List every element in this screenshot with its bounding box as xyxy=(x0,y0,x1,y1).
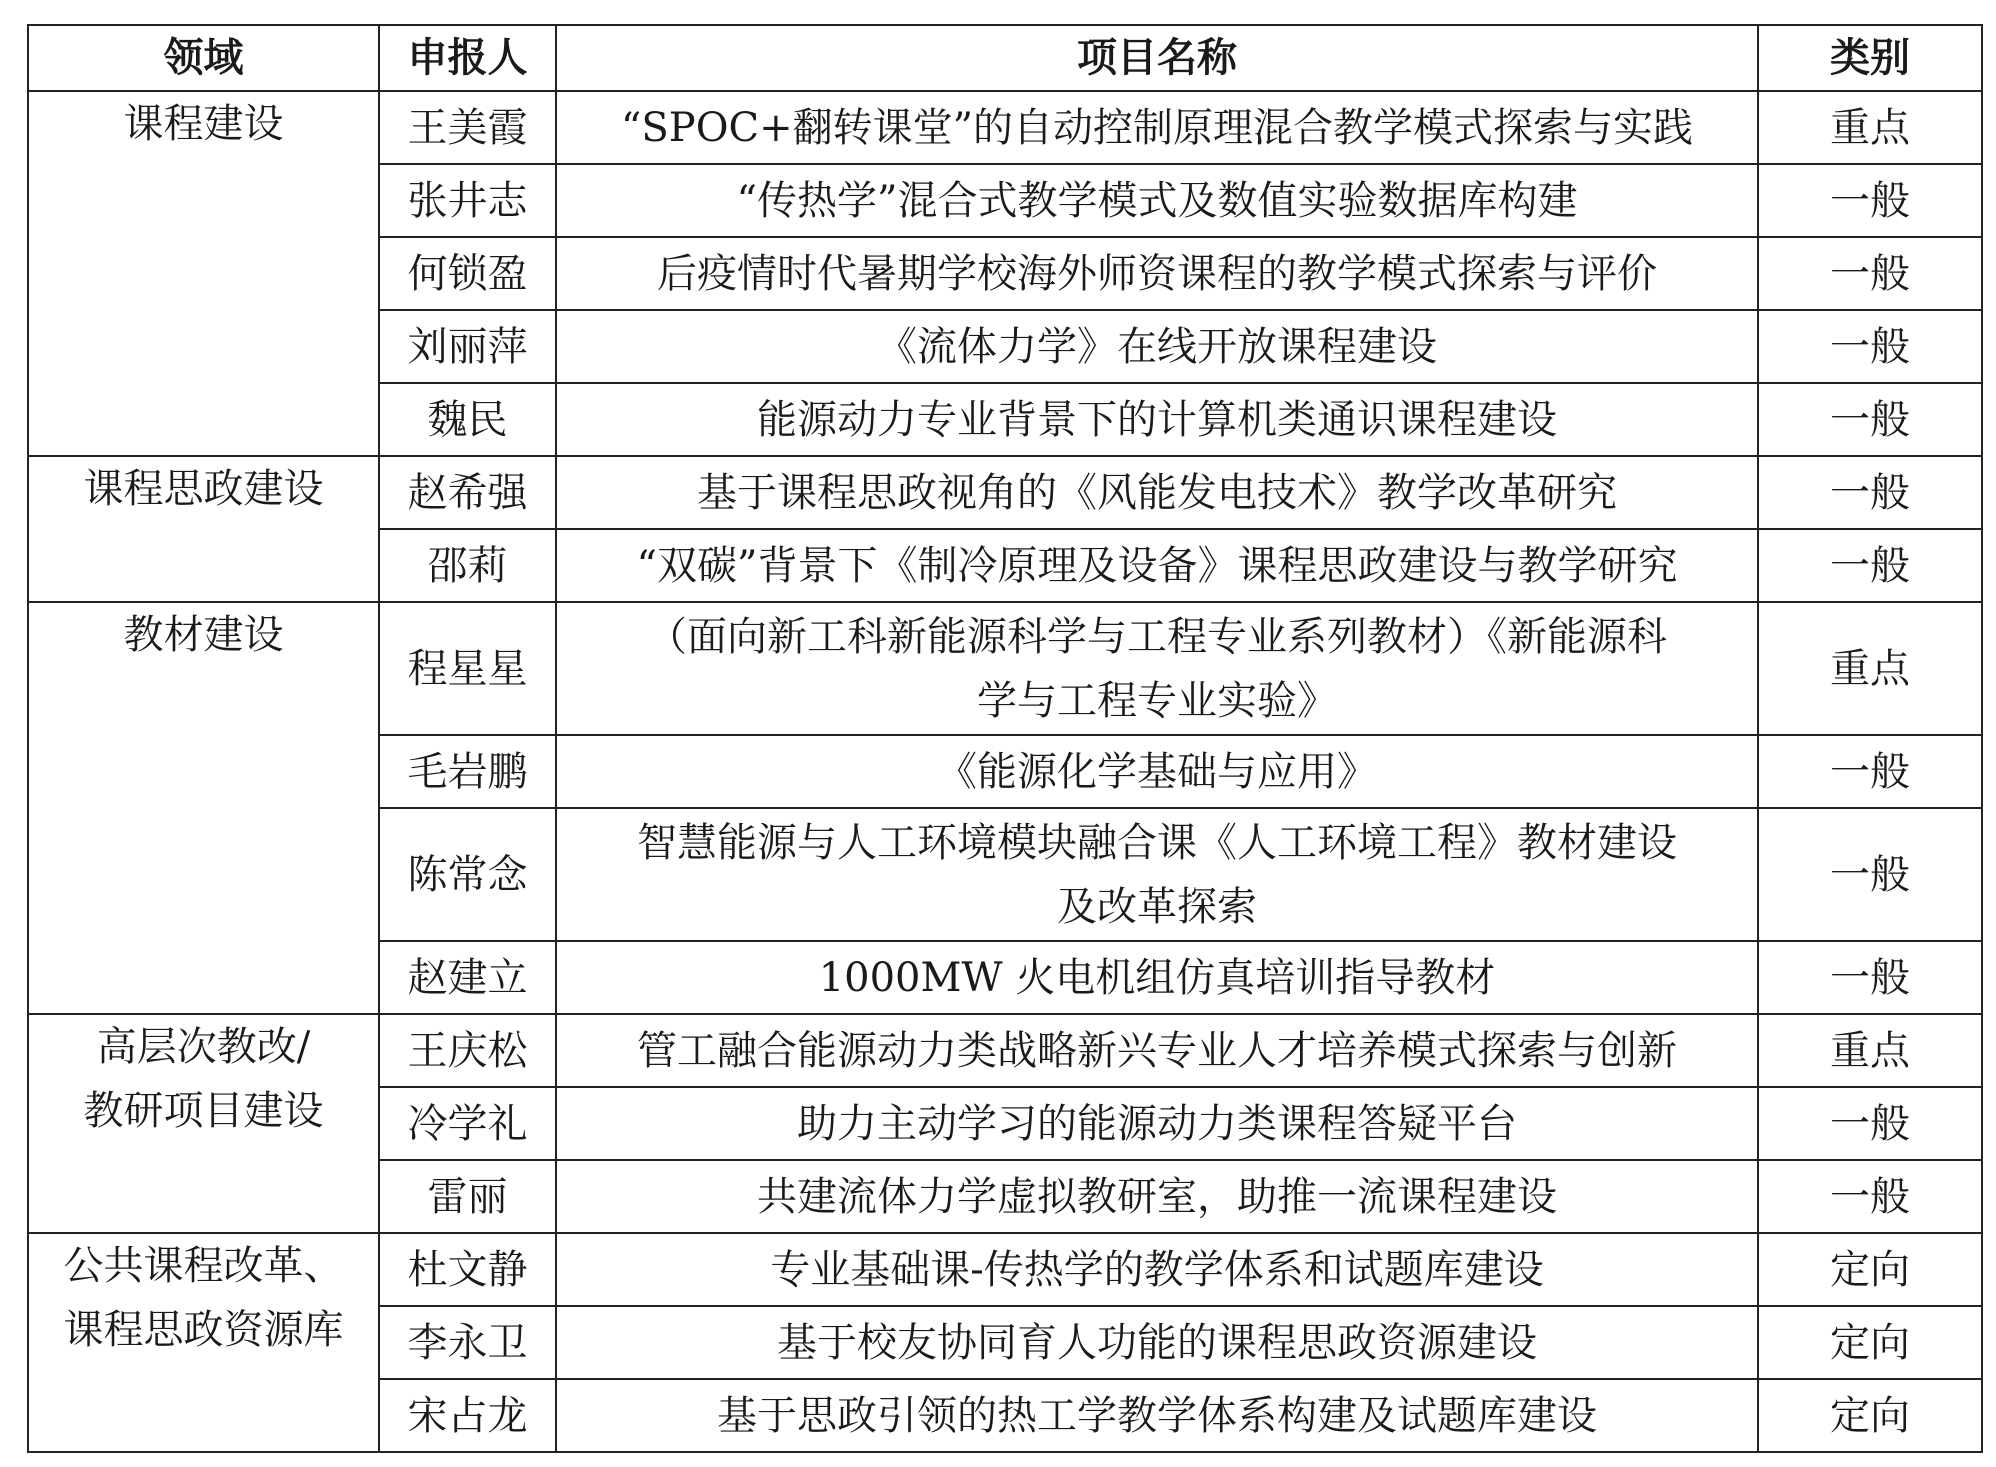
applicant-cell: 李永卫 xyxy=(379,1306,556,1379)
table-row xyxy=(28,1233,1982,1306)
domain-cell xyxy=(28,602,379,1014)
project-cell xyxy=(556,602,1758,735)
category-cell: 一般 xyxy=(1758,808,1982,941)
project-cell: “双碳”背景下《制冷原理及设备》课程思政建设与教学研究 xyxy=(556,529,1758,602)
project-cell: 共建流体力学虚拟教研室，助推一流课程建设 xyxy=(556,1160,1758,1233)
category-cell: 一般 xyxy=(1758,1160,1982,1233)
project-cell: “传热学”混合式教学模式及数值实验数据库构建 xyxy=(556,164,1758,237)
category-cell: 重点 xyxy=(1758,602,1982,735)
project-cell: 基于思政引领的热工学教学体系构建及试题库建设 xyxy=(556,1379,1758,1452)
domain-cell xyxy=(28,1233,379,1452)
applicant-cell: 赵建立 xyxy=(379,941,556,1014)
domain-cell xyxy=(28,1014,379,1233)
applicant-cell: 邵莉 xyxy=(379,529,556,602)
category-cell: 一般 xyxy=(1758,310,1982,383)
category-cell: 重点 xyxy=(1758,1014,1982,1087)
category-cell: 定向 xyxy=(1758,1233,1982,1306)
applicant-cell: 陈常念 xyxy=(379,808,556,941)
project-cell: 基于课程思政视角的《风能发电技术》教学改革研究 xyxy=(556,456,1758,529)
header-project: 项目名称 xyxy=(556,25,1758,91)
applicant-cell: 何锁盈 xyxy=(379,237,556,310)
category-cell: 一般 xyxy=(1758,164,1982,237)
project-title-line: 学与工程专业实验》 xyxy=(977,677,1337,724)
applicant-cell: 王美霞 xyxy=(379,91,556,164)
category-cell: 一般 xyxy=(1758,735,1982,808)
project-cell: 《能源化学基础与应用》 xyxy=(556,735,1758,808)
project-cell: 助力主动学习的能源动力类课程答疑平台 xyxy=(556,1087,1758,1160)
project-cell xyxy=(556,808,1758,941)
category-cell: 定向 xyxy=(1758,1306,1982,1379)
project-title-line: 智慧能源与人工环境模块融合课《人工环境工程》教材建设 xyxy=(637,819,1677,866)
applicant-cell: 雷丽 xyxy=(379,1160,556,1233)
table-row xyxy=(28,602,1982,735)
header-domain: 领域 xyxy=(28,25,379,91)
category-cell: 一般 xyxy=(1758,383,1982,456)
applicant-cell: 张井志 xyxy=(379,164,556,237)
header-category: 类别 xyxy=(1758,25,1982,91)
applicant-cell: 冷学礼 xyxy=(379,1087,556,1160)
project-cell: 专业基础课-传热学的教学体系和试题库建设 xyxy=(556,1233,1758,1306)
domain-cell xyxy=(28,456,379,602)
header-row xyxy=(28,25,1982,91)
applicant-cell: 毛岩鹏 xyxy=(379,735,556,808)
applicant-cell: 魏民 xyxy=(379,383,556,456)
category-cell: 一般 xyxy=(1758,456,1982,529)
project-cell: 能源动力专业背景下的计算机类通识课程建设 xyxy=(556,383,1758,456)
domain-label: 高层次教改/ xyxy=(96,1024,311,1070)
domain-label: 课程建设 xyxy=(123,101,284,147)
project-cell: “SPOC+翻转课堂”的自动控制原理混合教学模式探索与实践 xyxy=(556,91,1758,164)
domain-label: 公共课程改革、 xyxy=(63,1243,344,1289)
applicant-cell: 刘丽萍 xyxy=(379,310,556,383)
category-cell: 一般 xyxy=(1758,529,1982,602)
applicant-cell: 王庆松 xyxy=(379,1014,556,1087)
project-title-line: 及改革探索 xyxy=(1057,883,1257,930)
project-title-line: （面向新工科新能源科学与工程专业系列教材）《新能源科 xyxy=(647,613,1667,660)
table-row xyxy=(28,1014,1982,1087)
project-cell: 后疫情时代暑期学校海外师资课程的教学模式探索与评价 xyxy=(556,237,1758,310)
category-cell: 定向 xyxy=(1758,1379,1982,1452)
table-row xyxy=(28,91,1982,164)
domain-label: 教研项目建设 xyxy=(83,1088,324,1134)
applicant-cell: 杜文静 xyxy=(379,1233,556,1306)
category-cell: 一般 xyxy=(1758,1087,1982,1160)
domain-cell xyxy=(28,91,379,456)
domain-label: 课程思政建设 xyxy=(83,466,324,512)
project-cell: 《流体力学》在线开放课程建设 xyxy=(556,310,1758,383)
category-cell: 一般 xyxy=(1758,941,1982,1014)
applicant-cell: 宋占龙 xyxy=(379,1379,556,1452)
project-cell: 基于校友协同育人功能的课程思政资源建设 xyxy=(556,1306,1758,1379)
project-cell: 1000MW 火电机组仿真培训指导教材 xyxy=(556,941,1758,1014)
table-row xyxy=(28,456,1982,529)
project-table xyxy=(27,24,1983,1453)
domain-label: 教材建设 xyxy=(123,612,284,658)
applicant-cell: 程星星 xyxy=(379,602,556,735)
category-cell: 重点 xyxy=(1758,91,1982,164)
project-cell: 管工融合能源动力类战略新兴专业人才培养模式探索与创新 xyxy=(556,1014,1758,1087)
category-cell: 一般 xyxy=(1758,237,1982,310)
applicant-cell: 赵希强 xyxy=(379,456,556,529)
header-applicant: 申报人 xyxy=(379,25,556,91)
domain-label: 课程思政资源库 xyxy=(63,1307,344,1353)
